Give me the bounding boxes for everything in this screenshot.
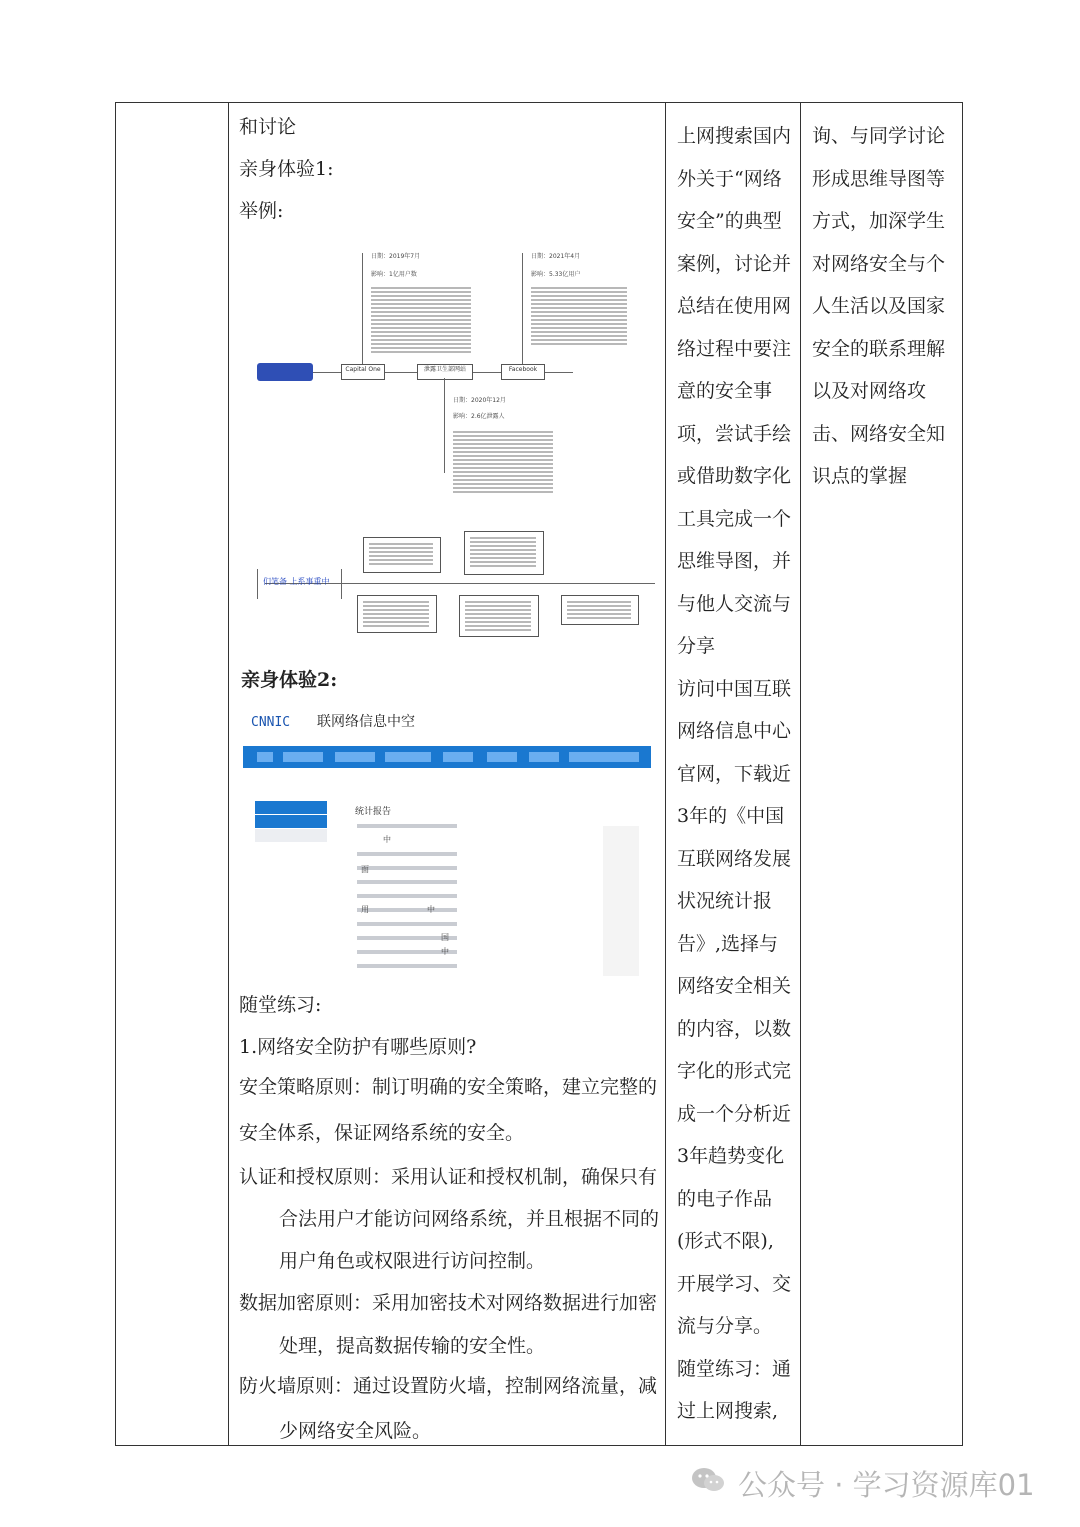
student-activity-line: (形式不限), xyxy=(677,1230,774,1252)
mindmap-node-center: 泄露卫生部网站 xyxy=(417,364,473,380)
student-activity-line: 访问中国互联 xyxy=(677,677,792,700)
design-intent-text xyxy=(801,103,962,498)
student-activity-line: 官网，下载近 xyxy=(677,762,792,785)
watermark-text: 公众号 · 学习资源库01 xyxy=(738,1468,1035,1502)
design-intent-line: 方式，加深学生 xyxy=(812,210,946,232)
student-activity-line: 网络安全相关 xyxy=(677,975,792,997)
student-activity-line: 互联网络发展 xyxy=(677,847,792,870)
student-activity-text xyxy=(666,103,800,1433)
design-intent-cell xyxy=(801,103,963,1446)
experience-2-heading: 亲身体验2: xyxy=(241,669,338,691)
student-activity-line: 外关于“网络 xyxy=(677,167,782,190)
student-activity-line: 的电子作品 xyxy=(677,1187,773,1210)
student-activity-line: 告》,选择与 xyxy=(677,932,779,955)
answer-line: 认证和授权原则：采用认证和授权机制，确保只有 xyxy=(239,1166,658,1188)
lesson-table xyxy=(115,102,963,1446)
mindmap-root xyxy=(257,363,313,381)
design-intent-line: 以及对网络攻 xyxy=(812,380,927,402)
student-activity-line: 开展学习、交 xyxy=(677,1272,792,1295)
student-activity-cell xyxy=(666,103,801,1446)
student-activity-line: 状况统计报 xyxy=(677,890,773,912)
overlay-char: 面 xyxy=(361,865,369,874)
cnnic-section-title: 统计报告 xyxy=(355,807,392,817)
answer-line: 安全体系，保证网络系统的安全。 xyxy=(239,1122,525,1144)
student-activity-line: 分享 xyxy=(677,635,716,657)
cnnic-website-screenshot xyxy=(243,746,651,986)
answer-line: 数据加密原则：采用加密技术对网络数据进行加密 xyxy=(239,1292,658,1314)
student-activity-line: 随堂练习：通 xyxy=(677,1357,792,1380)
student-activity-line: 成一个分析近 xyxy=(677,1102,792,1125)
example-label: 举例: xyxy=(239,200,284,222)
mindmap-bottom-date: 日期：2020年12月 xyxy=(453,397,506,404)
student-activity-line: 的内容，以数 xyxy=(677,1017,792,1040)
experience-1-heading: 亲身体验1: xyxy=(239,158,334,180)
cnnic-nav-bar xyxy=(243,746,651,768)
student-activity-line: 3年趋势变化 xyxy=(677,1145,785,1167)
student-activity-line: 过上网搜索, xyxy=(677,1400,779,1422)
mindmap-left-date: 日期：2019年7月 xyxy=(371,253,421,260)
answer-line: 防火墙原则：通过设置防火墙，控制网络流量，减 xyxy=(239,1375,658,1397)
side-panel xyxy=(603,826,639,976)
overlay-char: 国 xyxy=(441,933,449,942)
student-activity-line: 与他人交流与 xyxy=(677,592,792,615)
cnnic-name-text: 联网络信息中空 xyxy=(317,714,415,730)
student-activity-line: 案例，讨论并 xyxy=(677,252,792,275)
design-intent-line: 识点的掌握 xyxy=(812,465,908,487)
overlay-char: 中 xyxy=(427,905,435,914)
student-activity-line: 流与分享。 xyxy=(677,1315,773,1337)
student-activity-line: 意的安全事 xyxy=(677,380,773,402)
student-activity-line: 字化的形式完 xyxy=(677,1060,792,1082)
mindmap-bottom-impact: 影响：2.6亿泄露人 xyxy=(453,413,505,420)
answer-line: 处理，提高数据传输的安全性。 xyxy=(279,1335,546,1357)
question-1: 1.网络安全防护有哪些原则? xyxy=(239,1036,477,1058)
answer-line: 合法用户才能访问网络系统，并且根据不同的 xyxy=(279,1208,660,1230)
activity-cell xyxy=(229,103,666,1446)
mindmap-image xyxy=(241,243,651,643)
student-activity-line: 总结在使用网 xyxy=(677,295,792,317)
overlay-char: 中 xyxy=(383,835,391,844)
student-activity-line: 络过程中要注 xyxy=(677,337,792,360)
student-activity-line: 工具完成一个 xyxy=(677,507,792,530)
fishbone-label: 们笔备 上系事重中 xyxy=(263,577,330,586)
student-activity-line: 思维导图，并 xyxy=(677,550,792,572)
mindmap-left-impact: 影响：1亿用户数 xyxy=(371,271,417,278)
empty-cell xyxy=(116,103,229,1446)
student-activity-line: 上网搜索国内 xyxy=(677,125,792,147)
design-intent-line: 安全的联系理解 xyxy=(812,337,946,360)
student-activity-line: 或借助数字化 xyxy=(677,465,792,487)
answer-line: 少网络安全风险。 xyxy=(279,1420,432,1442)
overlay-char: 用 xyxy=(361,905,369,914)
student-activity-line: 网络信息中心 xyxy=(677,720,792,742)
answer-line: 安全策略原则：制订明确的安全策略，建立完整的 xyxy=(239,1076,658,1098)
design-intent-line: 人生活以及国家 xyxy=(812,295,946,317)
mindmap-right-date: 日期：2021年4月 xyxy=(531,253,581,260)
wechat-icon xyxy=(690,1466,726,1494)
overlay-char: 中 xyxy=(441,947,449,956)
practice-heading: 随堂练习: xyxy=(239,994,322,1016)
student-activity-line: 项，尝试手绘 xyxy=(677,422,792,445)
answer-line: 用户角色或权限进行访问控制。 xyxy=(279,1250,546,1272)
mindmap-right-impact: 影响：5.33亿用户 xyxy=(531,271,581,278)
design-intent-line: 询、与同学讨论 xyxy=(812,125,946,147)
design-intent-line: 形成思维导图等 xyxy=(812,167,946,190)
mindmap-node-right: Facebook xyxy=(501,364,545,380)
cnnic-sidebar xyxy=(255,801,327,981)
design-intent-line: 击、网络安全知 xyxy=(812,422,946,445)
student-activity-line: 安全”的典型 xyxy=(677,210,782,232)
mindmap-node-left: Capital One xyxy=(341,364,385,380)
design-intent-line: 对网络安全与个 xyxy=(812,252,946,275)
student-activity-line: 3年的《中国 xyxy=(677,805,785,827)
text-line: 和讨论 xyxy=(239,116,297,138)
cnnic-logo-text: CNNIC xyxy=(251,715,291,730)
